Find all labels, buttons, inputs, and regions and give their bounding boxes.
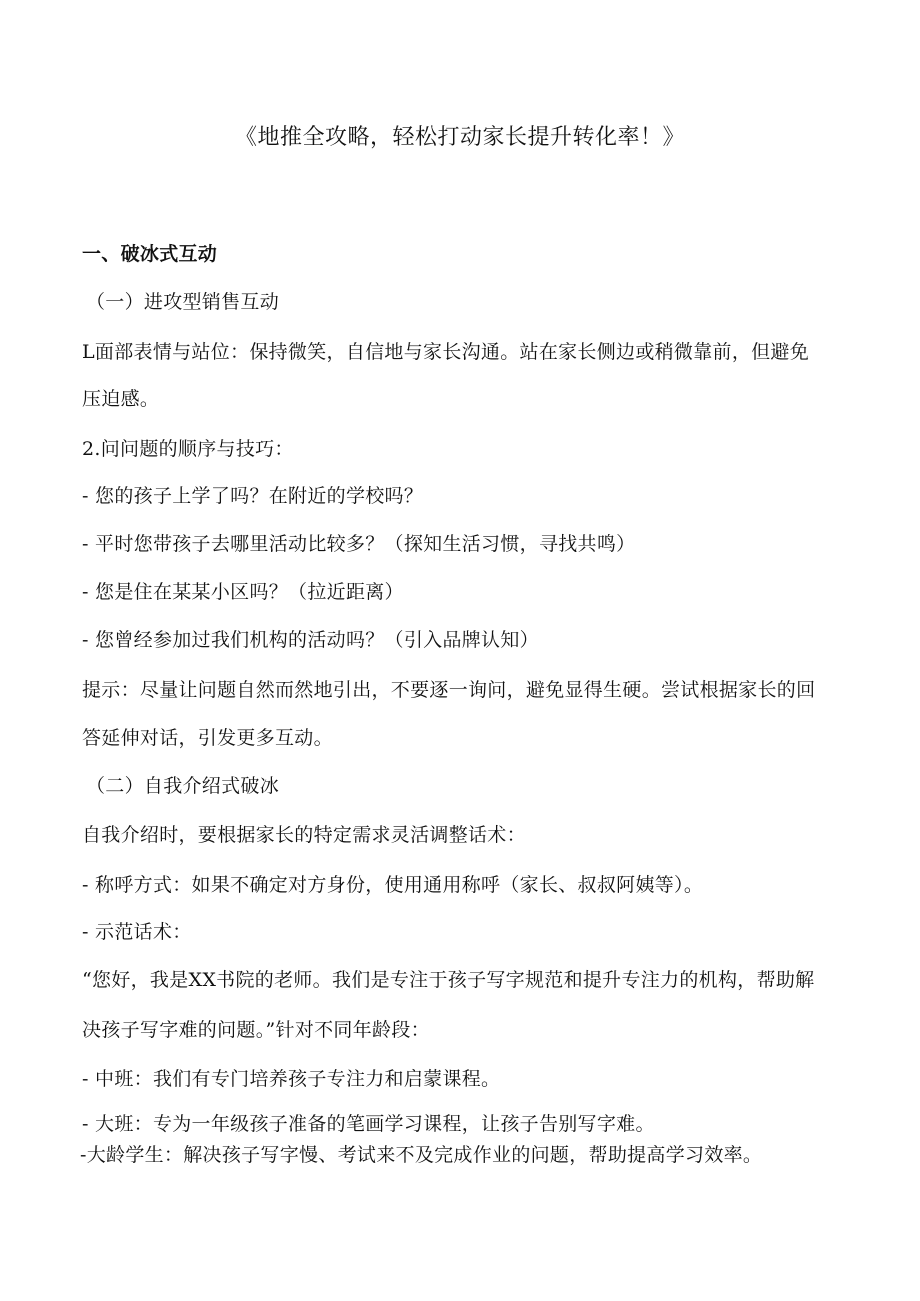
paragraph-expression-position-line2: 压迫感。 — [82, 388, 160, 410]
paragraph-tip-line2: 答延伸对话，引发更多互动。 — [82, 727, 333, 749]
paragraph-question-order-heading: 2.问问题的顺序与技巧： — [82, 438, 294, 460]
list-item-question-2: - 平时您带孩子去哪里活动比较多？（探知生活习惯，寻找共鸣） — [82, 533, 636, 555]
quote-line2: 决孩子写字难的问题。”针对不同年龄段： — [82, 1019, 430, 1041]
subsection-heading-self-intro: （二）自我介绍式破冰 — [86, 775, 280, 797]
paragraph-tip-line1: 提示：尽量让问题自然而然地引出，不要逐一询问，避免显得生硬。尝试根据家长的回 — [82, 679, 816, 701]
list-item-age-senior-class: - 大班：专为一年级孩子准备的笔画学习课程，让孩子告别写字难。 — [82, 1113, 655, 1135]
paragraph-expression-position-line1: L面部表情与站位：保持微笑，自信地与家长沟通。站在家长侧边或稍微靠前，但避免 — [82, 341, 810, 363]
document-title: 《地推全攻略，轻松打动家长提升转化率！》 — [234, 125, 685, 150]
list-item-demo-script: - 示范话术： — [82, 921, 192, 943]
list-item-age-middle-class: - 中班：我们有专门培养孩子专注力和启蒙课程。 — [82, 1068, 501, 1090]
quote-line1: “您好，我是XX书院的老师。我们是专注于孩子写字规范和提升专注力的机构，帮助解 — [82, 969, 815, 991]
paragraph-self-intro: 自我介绍时，要根据家长的特定需求灵活调整话术： — [82, 824, 526, 846]
list-item-age-older-students: -大龄学生：解决孩子写字慢、考试来不及完成作业的问题，帮助提高学习效率。 — [80, 1144, 763, 1166]
section-heading-icebreaker: 一、破冰式互动 — [82, 243, 218, 265]
list-item-address-method: - 称呼方式：如果不确定对方身份，使用通用称呼（家长、叔叔阿姨等）。 — [82, 874, 704, 896]
list-item-question-1: - 您的孩子上学了吗？在附近的学校吗？ — [82, 485, 424, 507]
list-item-question-4: - 您曾经参加过我们机构的活动吗？（引入品牌认知） — [82, 629, 539, 651]
list-item-question-3: - 您是住在某某小区吗？（拉近距离） — [82, 581, 404, 603]
subsection-heading-offensive-sales: （一）进攻型销售互动 — [86, 291, 280, 313]
